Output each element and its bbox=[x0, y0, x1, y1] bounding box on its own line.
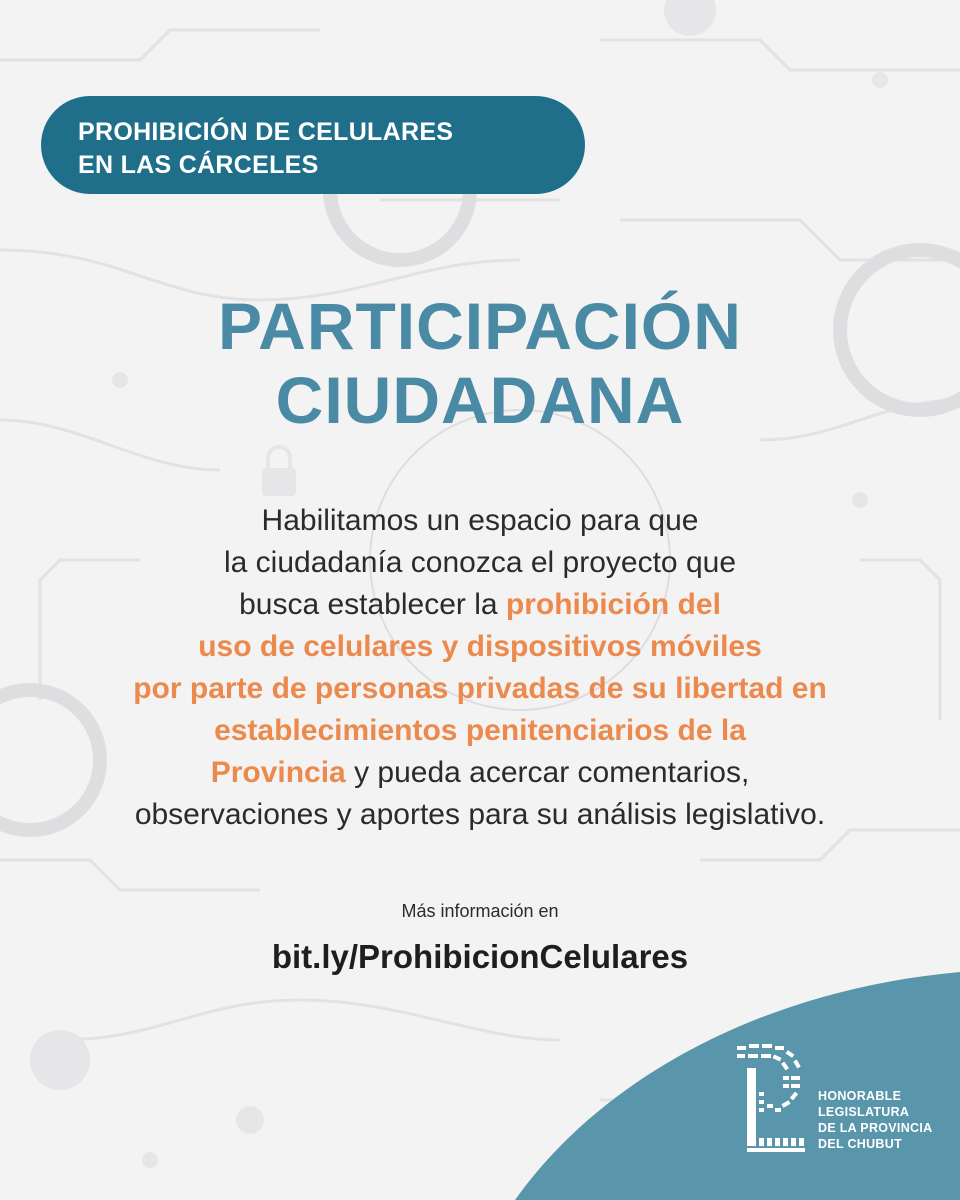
description-line: Habilitamos un espacio para que bbox=[261, 504, 699, 537]
legislature-logo-icon bbox=[735, 1042, 807, 1160]
organization-name-line: DEL CHUBUT bbox=[818, 1137, 903, 1151]
organization-name-line: HONORABLE bbox=[818, 1089, 902, 1103]
description-highlight: establecimientos penitenciarios de la bbox=[214, 714, 746, 747]
description-line: la ciudadanía conozca el proyecto que bbox=[223, 546, 737, 579]
organization-name-line: LEGISLATURA bbox=[818, 1105, 910, 1119]
description-text-normal: busca establecer la bbox=[239, 588, 506, 621]
heading-line1: PARTICIPACIÓN bbox=[218, 289, 742, 363]
description-highlight: prohibición del bbox=[505, 588, 721, 621]
topic-banner-line2: EN LAS CÁRCELES bbox=[78, 151, 319, 179]
organization-name bbox=[818, 1088, 932, 1152]
more-info-label: Más información en bbox=[401, 901, 559, 921]
more-info-link[interactable]: bit.ly/ProhibicionCelulares bbox=[271, 938, 689, 975]
heading-line2: CIUDADANA bbox=[275, 363, 685, 437]
description-text-normal: y pueda acercar comentarios, bbox=[345, 756, 750, 789]
description-highlight: por parte de personas privadas de su libertad en bbox=[133, 672, 827, 705]
description-highlight: Provincia bbox=[210, 756, 346, 789]
topic-banner-line1: PROHIBICIÓN DE CELULARES bbox=[78, 118, 454, 146]
description-highlight: uso de celulares y dispositivos móviles bbox=[198, 630, 762, 663]
description-line: observaciones y aportes para su análisis legislativo. bbox=[134, 798, 826, 831]
organization-name-line: DE LA PROVINCIA bbox=[818, 1121, 933, 1135]
